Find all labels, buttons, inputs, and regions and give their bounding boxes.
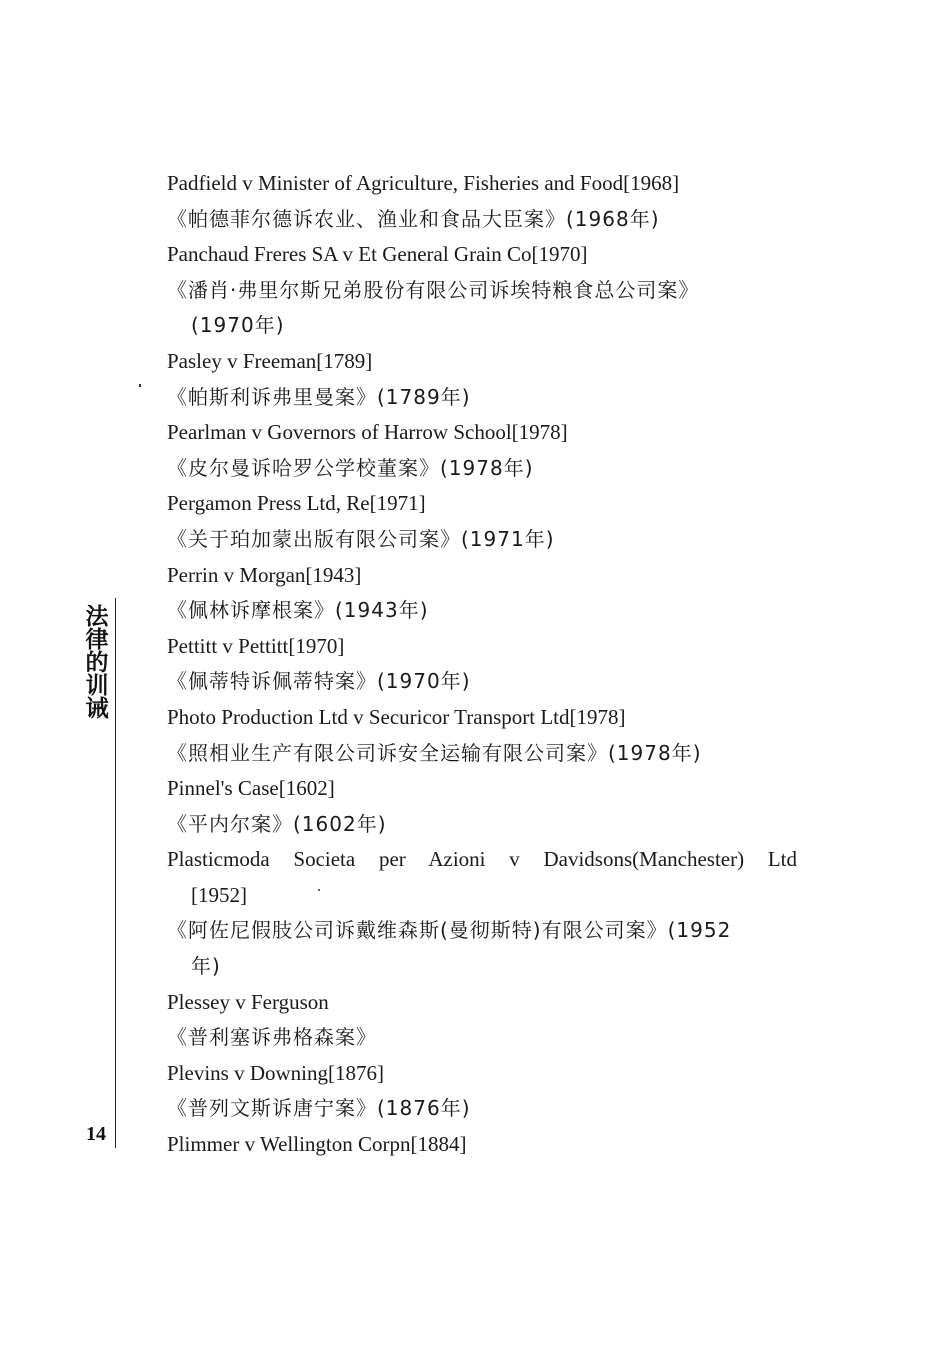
case-name-english: Pasley v Freeman[1789] <box>167 348 373 373</box>
running-title <box>84 606 110 721</box>
case-name-english: Panchaud Freres SA v Et General Grain Co[1970] <box>167 242 588 267</box>
stray-ink-mark <box>139 384 141 387</box>
case-name-chinese: 《普利塞诉弗格森案》 <box>167 1025 377 1050</box>
case-name-chinese: 《照相业生产有限公司诉安全运输有限公司案》(1978年) <box>167 740 702 765</box>
case-list <box>167 166 797 1163</box>
case-name-english: Padfield v Minister of Agriculture, Fisheries and Food[1968] <box>167 171 680 195</box>
running-title-char: 诫 <box>85 696 109 722</box>
case-name-chinese-continuation: (1970年) <box>191 313 285 338</box>
case-name-english: Pearlman v Governors of Harrow School[1978] <box>167 420 568 445</box>
running-title-char: 训 <box>85 673 109 699</box>
running-title-char: 法 <box>85 604 109 630</box>
case-name-chinese: 《皮尔曼诉哈罗公学校董案》(1978年) <box>167 455 534 480</box>
case-name-chinese: 《阿佐尼假肢公司诉戴维森斯(曼彻斯特)有限公司案》(1952 <box>167 918 732 943</box>
case-name-english: Pinnel's Case[1602] <box>167 776 335 801</box>
case-name-english: Perrin v Morgan[1943] <box>167 562 362 587</box>
case-name-chinese: 《帕斯利诉弗里曼案》(1789年) <box>167 384 471 409</box>
case-name-english: Plimmer v Wellington Corpn[1884] <box>167 1132 467 1157</box>
margin-rule <box>115 598 116 1148</box>
case-name-chinese: 《佩蒂特诉佩蒂特案》(1970年) <box>167 669 471 694</box>
case-name-chinese: 《普列文斯诉唐宁案》(1876年) <box>167 1096 471 1121</box>
case-name-chinese: 《帕德菲尔德诉农业、渔业和食品大臣案》(1968年) <box>167 206 660 231</box>
case-name-chinese: 《潘肖·弗里尔斯兄弟股份有限公司诉埃特粮食总公司案》 <box>167 277 700 302</box>
case-name-english: Pergamon Press Ltd, Re[1971] <box>167 491 426 516</box>
case-name-english-continuation: [1952] <box>191 882 247 907</box>
page-number: 14 <box>86 1123 106 1145</box>
case-name-chinese: 《关于珀加蒙出版有限公司案》(1971年) <box>167 526 555 551</box>
case-name-chinese-continuation: 年) <box>191 954 221 979</box>
case-name-chinese: 《佩林诉摩根案》(1943年) <box>167 598 429 623</box>
case-name-english: Plevins v Downing[1876] <box>167 1060 384 1085</box>
running-title-char: 的 <box>85 650 109 676</box>
case-name-english: Plasticmoda Societa per Azioni v Davidsons(Manchester) Ltd <box>167 847 797 872</box>
case-name-english: Pettitt v Pettitt[1970] <box>167 633 345 658</box>
running-title-char: 律 <box>85 627 109 653</box>
case-name-english: Plessey v Ferguson <box>167 989 329 1014</box>
case-name-chinese: 《平内尔案》(1602年) <box>167 811 387 836</box>
case-name-english: Photo Production Ltd v Securicor Transport Ltd[1978] <box>167 704 626 729</box>
